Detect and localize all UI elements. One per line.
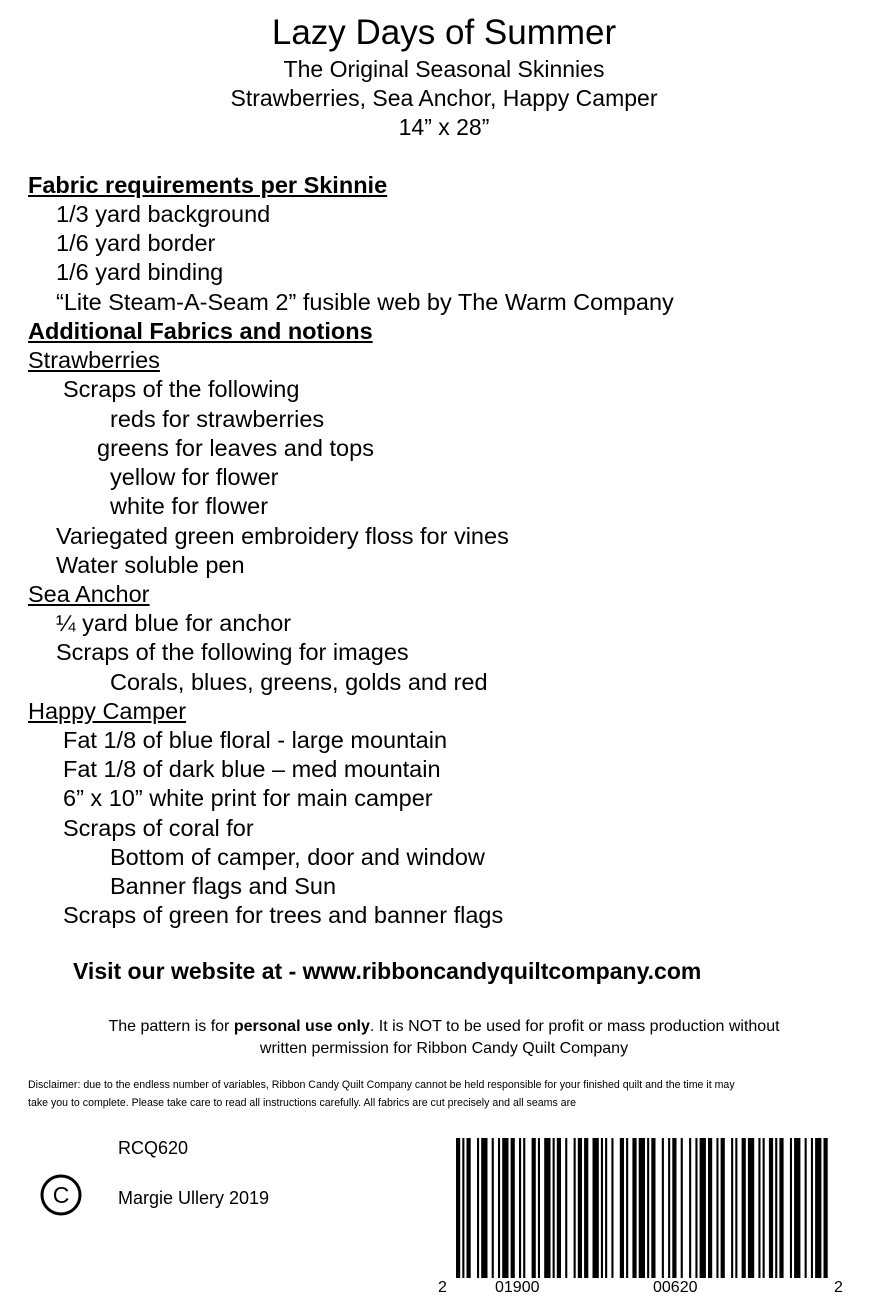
additional-fabrics-heading: Additional Fabrics and notions: [28, 318, 373, 344]
barcode-bar: [519, 1138, 521, 1278]
barcode-bar: [456, 1138, 460, 1278]
barcode-bar: [735, 1138, 737, 1278]
barcode-bar: [481, 1138, 487, 1278]
barcode-digit-left: 2: [438, 1279, 447, 1296]
website-text: Visit our website at - www.ribboncandyquiltcompany.com: [73, 958, 702, 984]
copyright-icon: [39, 1173, 83, 1217]
barcode-bar: [824, 1138, 828, 1278]
barcode-bar: [532, 1138, 536, 1278]
barcode-bar: [467, 1138, 471, 1278]
barcode-bar: [553, 1138, 555, 1278]
barcode-bar: [805, 1138, 807, 1278]
barcode-bar: [574, 1138, 576, 1278]
barcode-bar: [662, 1138, 664, 1278]
barcode-bar: [578, 1138, 582, 1278]
list-item: Water soluble pen: [56, 552, 245, 578]
list-item: Fat 1/8 of blue floral - large mountain: [63, 727, 448, 753]
usage-notice-line2: written permission for Ribbon Candy Quilt Company: [259, 1040, 629, 1057]
list-item: Bottom of camper, door and window: [110, 844, 485, 870]
list-item: Fat 1/8 of dark blue – med mountain: [63, 756, 441, 782]
barcode-bar: [716, 1138, 718, 1278]
barcode-bar: [462, 1138, 464, 1278]
list-item: Scraps of coral for: [63, 815, 254, 841]
disclaimer-line1: Disclaimer: due to the endless number of variables, Ribbon Candy Quilt Company cannot be held responsible for your finished quilt and the time it may: [28, 1079, 735, 1091]
list-item: Variegated green embroidery floss for vines: [56, 523, 509, 549]
barcode-bar: [632, 1138, 636, 1278]
list-item: reds for strawberries: [110, 406, 325, 432]
barcode-bars: [456, 1138, 828, 1278]
barcode-bar: [639, 1138, 645, 1278]
barcode-bar: [611, 1138, 613, 1278]
barcode-bar: [731, 1138, 733, 1278]
barcode-bar: [651, 1138, 655, 1278]
barcode-bar: [620, 1138, 624, 1278]
list-item: greens for leaves and tops: [97, 435, 374, 461]
copyright-letter: C: [52, 1182, 70, 1208]
page-subtitle: The Original Seasonal Skinnies: [283, 56, 605, 82]
barcode-bar: [647, 1138, 649, 1278]
barcode-bar: [668, 1138, 670, 1278]
barcode-bar: [477, 1138, 479, 1278]
barcode-bar: [565, 1138, 567, 1278]
finished-size: 14” x 28”: [398, 114, 490, 140]
barcode-bar: [769, 1138, 773, 1278]
barcode-bar: [748, 1138, 754, 1278]
barcode-bar: [689, 1138, 691, 1278]
list-item: 1/6 yard binding: [56, 259, 224, 285]
barcode-bar: [502, 1138, 508, 1278]
list-item: Corals, blues, greens, golds and red: [110, 669, 488, 695]
strawberries-heading: Strawberries: [28, 347, 160, 373]
barcode-bar: [593, 1138, 599, 1278]
barcode-digit-right: 2: [834, 1279, 843, 1296]
barcode-bar: [775, 1138, 777, 1278]
list-item: Scraps of the following for images: [56, 639, 409, 665]
barcode-bar: [790, 1138, 792, 1278]
barcode-bar: [626, 1138, 628, 1278]
barcode-bar: [544, 1138, 550, 1278]
sea-anchor-heading: Sea Anchor: [28, 581, 150, 607]
barcode-bar: [523, 1138, 525, 1278]
barcode-bar: [700, 1138, 706, 1278]
barcode-bar: [811, 1138, 813, 1278]
barcode-bar: [498, 1138, 500, 1278]
barcode-bar: [763, 1138, 765, 1278]
list-item: ¼ yard blue for anchor: [56, 610, 292, 636]
list-item: 6” x 10” white print for main camper: [63, 785, 433, 811]
list-item: 1/6 yard border: [56, 230, 216, 256]
sku-code: RCQ620: [118, 1138, 189, 1158]
list-item: Scraps of the following: [63, 376, 300, 402]
usage-notice-pre: The pattern is for: [108, 1018, 234, 1035]
barcode-bar: [584, 1138, 588, 1278]
barcode-bar: [815, 1138, 821, 1278]
list-item: Scraps of green for trees and banner flags: [63, 902, 504, 928]
list-item: “Lite Steam-A-Seam 2” fusible web by The Warm Company: [56, 289, 674, 315]
page-title: Lazy Days of Summer: [271, 13, 617, 52]
barcode-bar: [695, 1138, 697, 1278]
barcode-group-2: 00620: [653, 1279, 698, 1296]
barcode-bar: [721, 1138, 725, 1278]
happy-camper-heading: Happy Camper: [28, 698, 187, 724]
barcode-bar: [672, 1138, 676, 1278]
barcode-bar: [538, 1138, 540, 1278]
barcode-bar: [758, 1138, 760, 1278]
list-item: white for flower: [110, 493, 269, 519]
author-copyright: Margie Ullery 2019: [118, 1188, 270, 1208]
usage-notice: [0, 1016, 888, 1037]
barcode-bar: [742, 1138, 746, 1278]
list-item: yellow for flower: [110, 464, 279, 490]
barcode-bar: [605, 1138, 607, 1278]
barcode-bar: [601, 1138, 603, 1278]
barcode-bar: [681, 1138, 683, 1278]
barcode-bar: [511, 1138, 515, 1278]
barcode-bar: [557, 1138, 561, 1278]
design-names: Strawberries, Sea Anchor, Happy Camper: [230, 85, 658, 111]
usage-notice-bold: personal use only: [233, 1018, 370, 1035]
fabric-requirements-heading: Fabric requirements per Skinnie: [28, 172, 388, 198]
list-item: 1/3 yard background: [56, 201, 271, 227]
disclaimer-line2: take you to complete. Please take care to read all instructions carefully. All fabrics are cut precisely and all seams are: [28, 1097, 576, 1109]
barcode-bar: [779, 1138, 783, 1278]
barcode-group-1: 01900: [495, 1279, 540, 1296]
list-item: Banner flags and Sun: [110, 873, 337, 899]
usage-notice-post: . It is NOT to be used for profit or mass production without: [369, 1018, 780, 1035]
barcode-bar: [492, 1138, 494, 1278]
barcode-bar: [708, 1138, 712, 1278]
barcode: [456, 1138, 828, 1278]
barcode-bar: [794, 1138, 800, 1278]
